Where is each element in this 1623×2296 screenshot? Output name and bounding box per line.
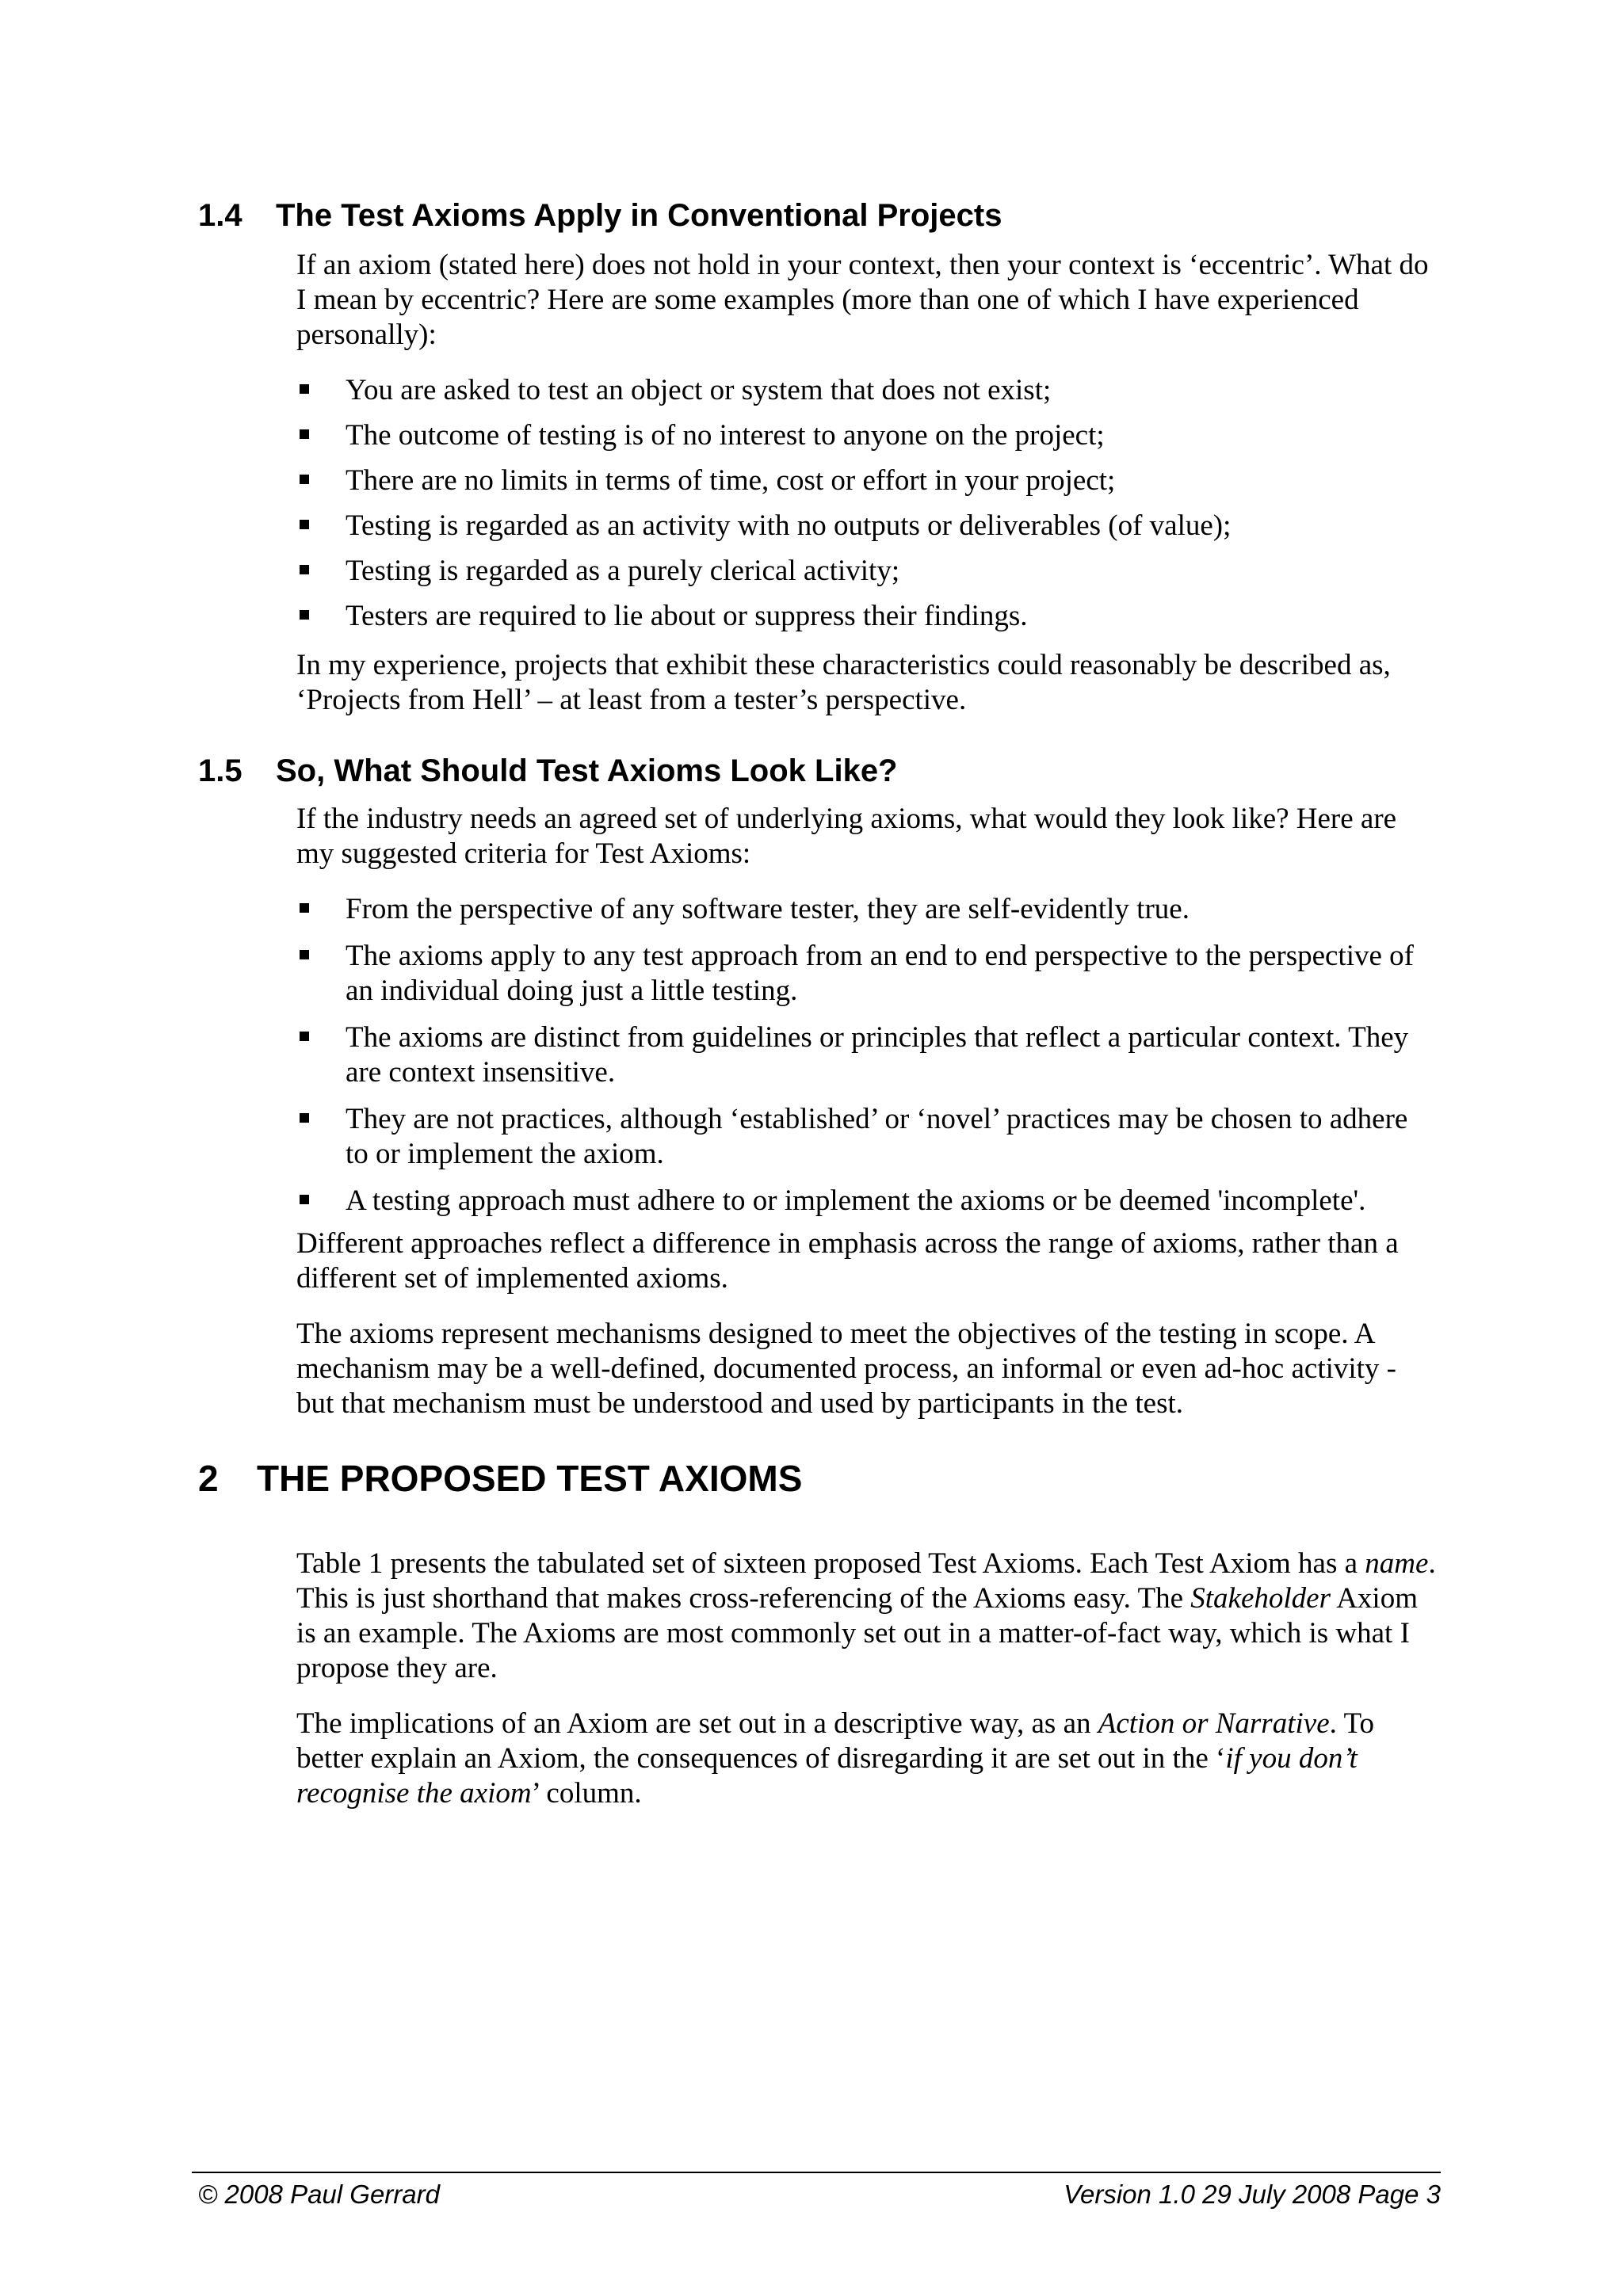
paragraph: Table 1 presents the tabulated set of sixteen proposed Test Axioms. Each Test Axiom has a name. This is just shorthand that makes cross-referencing of the Axioms easy. The Stakeholder Axiom is an example. The Axioms are most commonly set out in a matter-of-fact way, which is what I propose they are. [296, 1547, 1436, 1684]
bullet-icon [300, 429, 309, 439]
section-heading-1-5 [198, 752, 898, 790]
bullet-list [296, 892, 1438, 1219]
paragraph: If the industry needs an agreed set of underlying axioms, what would they look like? Here are my suggested criteria for Test Axioms: [296, 803, 1397, 870]
list-item: They are not practices, although ‘established’ or ‘novel’ practices may be chosen to adhere to or implement the axiom. [296, 1102, 1438, 1172]
section-number: 1.4 [198, 198, 242, 233]
list-item: The outcome of testing is of no interest to anyone on the project; [296, 418, 1438, 453]
emphasis-action: Action or Narrative [1098, 1707, 1330, 1740]
bullet-icon [300, 903, 309, 913]
bullet-icon [300, 384, 309, 394]
footer-copyright: © 2008 Paul Gerrard [198, 2180, 440, 2209]
bullet-icon [300, 565, 309, 574]
list-item: The axioms apply to any test approach from an end to end perspective to the perspective of an individual doing just a little testing. [296, 939, 1438, 1009]
list-item: A testing approach must adhere to or implement the axioms or be deemed 'incomplete'. [296, 1184, 1438, 1219]
paragraph: If an axiom (stated here) does not hold in your context, then your context is ‘eccentric’. What do I mean by eccentric? Here are some examples (more than one of which I have experienced personally): [296, 249, 1429, 351]
bullet-icon [300, 475, 309, 484]
bullet-icon [300, 520, 309, 529]
paragraph: The axioms represent mechanisms designed to meet the objectives of the testing in scope. A mechanism may be a well-defined, documented process, an informal or even ad-hoc activity - but that mechanism must be understood and used by participants in the test. [296, 1318, 1397, 1420]
section-title: So, What Should Test Axioms Look Like? [276, 753, 898, 788]
section-number: 1.5 [198, 753, 242, 788]
bullet-icon [300, 1032, 309, 1041]
bullet-icon [300, 950, 309, 959]
bullet-icon [300, 610, 309, 620]
footer-rule [192, 2172, 1441, 2173]
emphasis-stakeholder: Stakeholder [1190, 1582, 1331, 1615]
list-item: Testers are required to lie about or suppress their findings. [296, 599, 1438, 634]
section-title: The Test Axioms Apply in Conventional Projects [276, 198, 1002, 233]
paragraph: Different approaches reflect a difference in emphasis across the range of axioms, rather than a different set of implemented axioms. [296, 1227, 1399, 1295]
emphasis-if-you-dont: if you don’t recognise the axiom [296, 1742, 1358, 1810]
list-item: The axioms are distinct from guidelines or principles that reflect a particular context. They are context insensitive. [296, 1020, 1438, 1090]
section-heading-1-4 [198, 196, 1002, 235]
emphasis-name: name [1365, 1547, 1429, 1580]
list-item: There are no limits in terms of time, cost or effort in your project; [296, 463, 1438, 498]
bullet-list [296, 373, 1438, 634]
footer-version-page: Version 1.0 29 July 2008 Page 3 [1064, 2180, 1441, 2209]
bullet-icon [300, 1113, 309, 1123]
paragraph: The implications of an Axiom are set out in a descriptive way, as an Action or Narrative. To better explain an Axiom, the consequences of disregarding it are set out in the ‘if you don’t recognise the axiom’ column. [296, 1707, 1374, 1810]
list-item: From the perspective of any software tester, they are self-evidently true. [296, 892, 1438, 927]
list-item: Testing is regarded as an activity with no outputs or deliverables (of value); [296, 509, 1438, 543]
chapter-heading-2 [198, 1456, 802, 1501]
list-item: You are asked to test an object or system that does not exist; [296, 373, 1438, 408]
bullet-icon [300, 1195, 309, 1204]
list-item: Testing is regarded as a purely clerical activity; [296, 554, 1438, 589]
chapter-number: 2 [198, 1458, 219, 1499]
paragraph: In my experience, projects that exhibit these characteristics could reasonably be described as, ‘Projects from Hell’ – at least from a tester’s perspective. [296, 649, 1391, 716]
chapter-title: THE PROPOSED TEST AXIOMS [257, 1458, 803, 1499]
